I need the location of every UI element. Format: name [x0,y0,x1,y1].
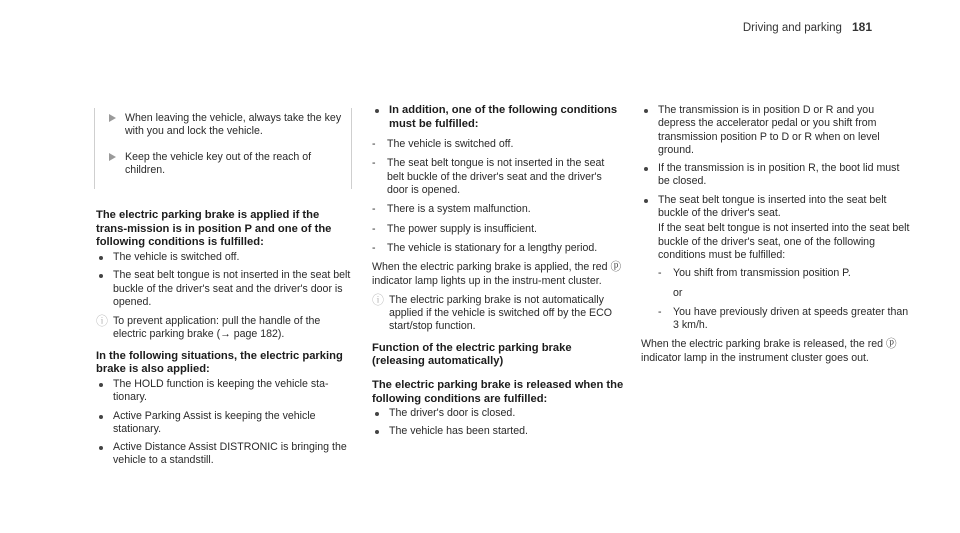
tip-item: When leaving the vehicle, always take the key with you and lock the vehicle. [103,112,347,139]
heading-released-when: The electric parking brake is released when the following conditions are fulfilled: [372,378,624,405]
note-icon: ⓘ [96,314,109,329]
tip-item: Keep the vehicle key out of the reach of children. [103,151,347,178]
list-item: The vehicle is switched off. [96,251,352,264]
arrow-right-icon [109,153,116,161]
dash-item: - You shift from transmission position P. [658,267,851,280]
or-separator: or [673,286,683,299]
bullet-icon [99,256,103,260]
bullet-icon [99,383,103,387]
list-item-continuation: If the seat belt tongue is not inserted into the seat belt buckle of the driver's seat, one of the following conditions must be fulfilled: [658,222,910,261]
list-item: Active Parking Assist is keeping the vehicle stationary. [96,410,352,437]
page-header [743,20,872,34]
dash-item: - The vehicle is switched off. [372,138,514,151]
bullet-icon [644,199,648,203]
list-item: The vehicle has been started. [372,425,624,438]
page-number: 181 [851,20,872,34]
note-prevent-application: ⓘ To prevent application: pull the handle of the electric parking brake (→ page 182). [96,314,321,341]
list-item: The seat belt tongue is inserted into the seat belt buckle of the driver's seat. [641,194,911,221]
list-item: If the transmission is in position R, the boot lid must be closed. [641,162,911,189]
bullet-icon [99,415,103,419]
note-eco-start-stop: ⓘ The electric parking brake is not automatically applied if the vehicle is switched off by the ECO start/stop function. [372,292,612,333]
arrow-right-icon [109,114,116,122]
list-item: The transmission is in position D or R and you depress the accelerator pedal or you shift from transmission position P to D or R when on level ground. [641,104,911,157]
column-right [641,104,911,367]
bullet-icon [644,167,648,171]
heading-function-release: Function of the electric parking brake (releasing automatically) [372,341,572,368]
bullet-icon [375,109,379,113]
dash-item: - You have previously driven at speeds greater than 3 km/h. [658,305,909,332]
list-item: The HOLD function is keeping the vehicle sta-tionary. [96,378,352,405]
list-item: The driver's door is closed. [372,407,624,420]
lead-bullet: In addition, one of the following conditions must be fulfilled: [372,104,624,131]
heading-brake-applied: The electric parking brake is applied if the trans-mission is in position P and one of the following conditions is fulfilled: [96,209,332,249]
bullet-icon [375,412,379,416]
list-item: The seat belt tongue is not inserted in the seat belt buckle of the driver's seat and the driver's door is opened. [96,269,352,309]
dash-item: - The power supply is insufficient. [372,222,537,235]
column-middle [372,104,624,444]
list-item: Active Distance Assist DISTRONIC is bringing the vehicle to a standstill. [96,441,352,468]
heading-also-applied: In the following situations, the electric parking brake is also applied: [96,349,343,376]
paragraph-indicator-on: When the electric parking brake is applied, the red ⓟ indicator lamp lights up in the instru-ment cluster. [372,261,622,287]
dash-item: - There is a system malfunction. [372,203,531,216]
section-title: Driving and parking [742,22,842,34]
paragraph-indicator-off: When the electric parking brake is released, the red ⓟ indicator lamp in the instrument cluster goes out. [641,338,897,364]
note-icon: ⓘ [372,292,385,307]
dash-item: - The vehicle is stationary for a lengthy period. [372,241,598,254]
bullet-icon [99,446,103,450]
column-left [96,108,352,473]
bullet-icon [99,274,103,278]
safety-tips-box [94,108,352,189]
bullet-icon [375,430,379,434]
bullet-icon [644,109,648,113]
dash-item: - The seat belt tongue is not inserted in the seat belt buckle of the driver's seat and the driver's door is opened. [372,157,605,197]
